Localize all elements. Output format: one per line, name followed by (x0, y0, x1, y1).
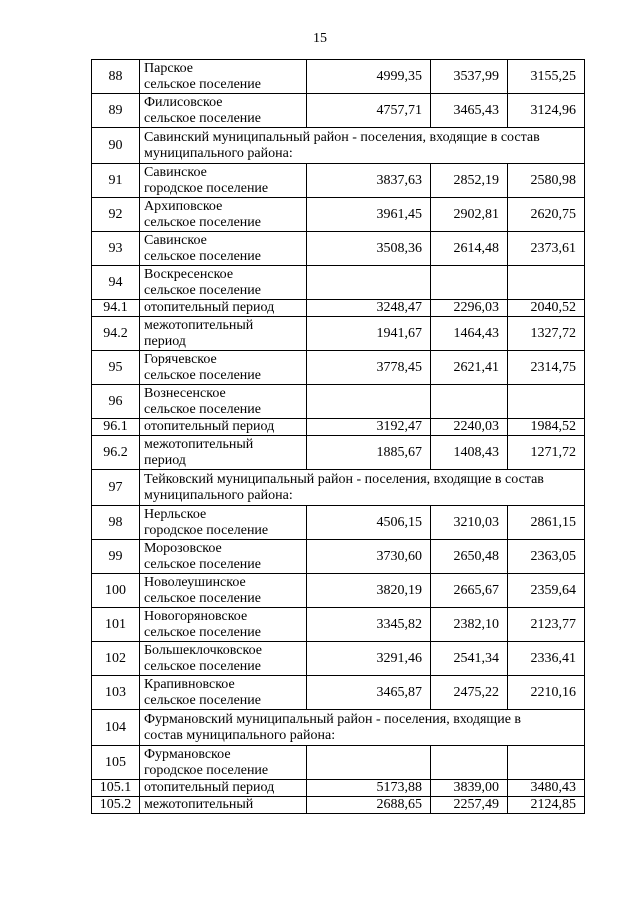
settlement-name-line: Савинское (144, 164, 207, 180)
value-cell-2: 2296,03 (431, 300, 508, 317)
table-row (92, 780, 585, 797)
table-row (92, 385, 585, 419)
settlement-name (140, 232, 307, 266)
settlement-name (140, 351, 307, 385)
value-cell-1: 2688,65 (307, 797, 431, 814)
settlement-name-line: Архиповское (144, 198, 223, 214)
settlement-name (140, 540, 307, 574)
value-cell-2: 2621,41 (431, 351, 508, 385)
value-cell-1: 5173,88 (307, 780, 431, 797)
value-cell-1: 3961,45 (307, 198, 431, 232)
settlement-name-line: отопительный период (144, 780, 275, 795)
value-cell-1: 3820,19 (307, 574, 431, 608)
settlement-name-line: Крапивновское (144, 676, 235, 692)
settlement-name (140, 94, 307, 128)
value-cell-2: 2475,22 (431, 676, 508, 710)
value-cell-2: 1464,43 (431, 317, 508, 351)
value-cell-3 (508, 385, 585, 419)
settlement-name-line: городское поселение (144, 762, 269, 778)
table-row (92, 506, 585, 540)
table-row (92, 300, 585, 317)
settlement-name-line: межотопительный (144, 317, 254, 333)
row-number: 105.2 (92, 797, 140, 814)
value-cell-1: 3778,45 (307, 351, 431, 385)
value-cell-2 (431, 266, 508, 300)
settlement-name-line: сельское поселение (144, 556, 261, 572)
district-header-line: Савинский муниципальный район - поселения, входящие в состав (144, 129, 540, 145)
settlement-name-line: отопительный период (144, 419, 275, 434)
value-cell-1 (307, 746, 431, 780)
value-cell-2: 2257,49 (431, 797, 508, 814)
value-cell-3: 3480,43 (508, 780, 585, 797)
tariff-table (91, 59, 585, 814)
settlement-name-line: сельское поселение (144, 624, 261, 640)
table-row (92, 164, 585, 198)
row-number: 89 (92, 94, 140, 128)
district-header-line: муниципального района: (144, 145, 293, 161)
table-row (92, 676, 585, 710)
value-cell-3: 3124,96 (508, 94, 585, 128)
settlement-name-line: период (144, 452, 186, 468)
settlement-name (140, 300, 307, 317)
settlement-name-line: сельское поселение (144, 658, 261, 674)
value-cell-1: 3291,46 (307, 642, 431, 676)
row-number: 100 (92, 574, 140, 608)
row-number: 105.1 (92, 780, 140, 797)
settlement-name-line: Нерльское (144, 506, 207, 522)
value-cell-3: 1327,72 (508, 317, 585, 351)
value-cell-3: 2580,98 (508, 164, 585, 198)
value-cell-1: 3465,87 (307, 676, 431, 710)
settlement-name-line: Большеклочковское (144, 642, 262, 658)
settlement-name (140, 642, 307, 676)
value-cell-1: 3508,36 (307, 232, 431, 266)
settlement-name (140, 385, 307, 419)
page-number: 15 (313, 31, 327, 46)
table-row (92, 540, 585, 574)
value-cell-2: 3465,43 (431, 94, 508, 128)
value-cell-1: 3837,63 (307, 164, 431, 198)
value-cell-3: 2363,05 (508, 540, 585, 574)
table-row (92, 232, 585, 266)
row-number: 97 (92, 470, 140, 506)
value-cell-2: 2240,03 (431, 419, 508, 436)
settlement-name-line: межотопительный (144, 797, 254, 812)
value-cell-2: 2382,10 (431, 608, 508, 642)
value-cell-3: 2359,64 (508, 574, 585, 608)
row-number: 88 (92, 60, 140, 94)
value-cell-2: 3210,03 (431, 506, 508, 540)
settlement-name-line: сельское поселение (144, 214, 261, 230)
settlement-name-line: сельское поселение (144, 367, 261, 383)
value-cell-3: 2040,52 (508, 300, 585, 317)
value-cell-1 (307, 266, 431, 300)
table-row (92, 351, 585, 385)
value-cell-3: 2210,16 (508, 676, 585, 710)
row-number: 104 (92, 710, 140, 746)
settlement-name-line: городское поселение (144, 180, 269, 196)
settlement-name-line: сельское поселение (144, 282, 261, 298)
value-cell-2: 2541,34 (431, 642, 508, 676)
value-cell-2: 2852,19 (431, 164, 508, 198)
settlement-name-line: сельское поселение (144, 590, 261, 606)
settlement-name-line: отопительный период (144, 300, 275, 315)
settlement-name (140, 608, 307, 642)
settlement-name-line: Вознесенское (144, 385, 226, 401)
value-cell-3: 2336,41 (508, 642, 585, 676)
value-cell-3 (508, 266, 585, 300)
table-row (92, 419, 585, 436)
row-number: 91 (92, 164, 140, 198)
table-row (92, 574, 585, 608)
value-cell-1: 1941,67 (307, 317, 431, 351)
value-cell-3: 2861,15 (508, 506, 585, 540)
table-row (92, 317, 585, 351)
district-header-line: Тейковский муниципальный район - поселения, входящие в состав (144, 471, 544, 487)
settlement-name-line: Филисовское (144, 94, 223, 110)
settlement-name-line: Новогоряновское (144, 608, 248, 624)
value-cell-1: 4506,15 (307, 506, 431, 540)
value-cell-2: 2902,81 (431, 198, 508, 232)
table-row (92, 198, 585, 232)
settlement-name (140, 780, 307, 797)
value-cell-2: 2665,67 (431, 574, 508, 608)
row-number: 103 (92, 676, 140, 710)
value-cell-2: 2614,48 (431, 232, 508, 266)
settlement-name (140, 506, 307, 540)
table-row (92, 94, 585, 128)
settlement-name-line: сельское поселение (144, 692, 261, 708)
settlement-name-line: сельское поселение (144, 248, 261, 264)
row-number: 94.2 (92, 317, 140, 351)
settlement-name-line: Парское (144, 60, 194, 76)
table-row (92, 642, 585, 676)
row-number: 105 (92, 746, 140, 780)
settlement-name (140, 266, 307, 300)
table-row (92, 746, 585, 780)
settlement-name-line: Воскресенское (144, 266, 234, 282)
value-cell-3: 3155,25 (508, 60, 585, 94)
table-row (92, 710, 585, 746)
row-number: 92 (92, 198, 140, 232)
table-row (92, 128, 585, 164)
table-body (92, 60, 585, 814)
settlement-name (140, 676, 307, 710)
table-row (92, 60, 585, 94)
settlement-name-line: межотопительный (144, 436, 254, 452)
value-cell-2 (431, 385, 508, 419)
district-header (140, 470, 585, 506)
row-number: 93 (92, 232, 140, 266)
settlement-name-line: Савинское (144, 232, 207, 248)
settlement-name (140, 797, 307, 814)
value-cell-2 (431, 746, 508, 780)
district-header-line: Фурмановский муниципальный район - поселения, входящие в (144, 711, 522, 727)
settlement-name-line: период (144, 333, 186, 349)
settlement-name (140, 317, 307, 351)
settlement-name (140, 746, 307, 780)
settlement-name (140, 60, 307, 94)
value-cell-1: 3730,60 (307, 540, 431, 574)
value-cell-3: 1984,52 (508, 419, 585, 436)
row-number: 96.1 (92, 419, 140, 436)
row-number: 96 (92, 385, 140, 419)
district-header (140, 710, 585, 746)
value-cell-1: 1885,67 (307, 436, 431, 470)
table-row (92, 797, 585, 814)
value-cell-1: 3248,47 (307, 300, 431, 317)
settlement-name (140, 574, 307, 608)
row-number: 94.1 (92, 300, 140, 317)
value-cell-3: 2373,61 (508, 232, 585, 266)
value-cell-1 (307, 385, 431, 419)
settlement-name-line: Морозовское (144, 540, 222, 556)
settlement-name (140, 419, 307, 436)
district-header-line: муниципального района: (144, 487, 293, 503)
value-cell-2: 1408,43 (431, 436, 508, 470)
value-cell-2: 3839,00 (431, 780, 508, 797)
row-number: 90 (92, 128, 140, 164)
table-row (92, 266, 585, 300)
settlement-name-line: сельское поселение (144, 110, 261, 126)
table-row (92, 470, 585, 506)
row-number: 98 (92, 506, 140, 540)
table-row (92, 608, 585, 642)
district-header-line: состав муниципального района: (144, 727, 336, 743)
value-cell-2: 3537,99 (431, 60, 508, 94)
value-cell-3: 2314,75 (508, 351, 585, 385)
row-number: 96.2 (92, 436, 140, 470)
table-row (92, 436, 585, 470)
value-cell-1: 4757,71 (307, 94, 431, 128)
district-header (140, 128, 585, 164)
value-cell-1: 3345,82 (307, 608, 431, 642)
value-cell-3: 2124,85 (508, 797, 585, 814)
settlement-name-line: Новолеушинское (144, 574, 246, 590)
value-cell-3: 2620,75 (508, 198, 585, 232)
settlement-name-line: сельское поселение (144, 76, 261, 92)
value-cell-1: 4999,35 (307, 60, 431, 94)
value-cell-2: 2650,48 (431, 540, 508, 574)
row-number: 101 (92, 608, 140, 642)
settlement-name-line: Горячевское (144, 351, 217, 367)
settlement-name (140, 198, 307, 232)
value-cell-3: 2123,77 (508, 608, 585, 642)
settlement-name-line: городское поселение (144, 522, 269, 538)
row-number: 102 (92, 642, 140, 676)
row-number: 94 (92, 266, 140, 300)
row-number: 95 (92, 351, 140, 385)
value-cell-3 (508, 746, 585, 780)
settlement-name-line: сельское поселение (144, 401, 261, 417)
row-number: 99 (92, 540, 140, 574)
value-cell-1: 3192,47 (307, 419, 431, 436)
settlement-name-line: Фурмановское (144, 746, 231, 762)
settlement-name (140, 164, 307, 198)
value-cell-3: 1271,72 (508, 436, 585, 470)
settlement-name (140, 436, 307, 470)
